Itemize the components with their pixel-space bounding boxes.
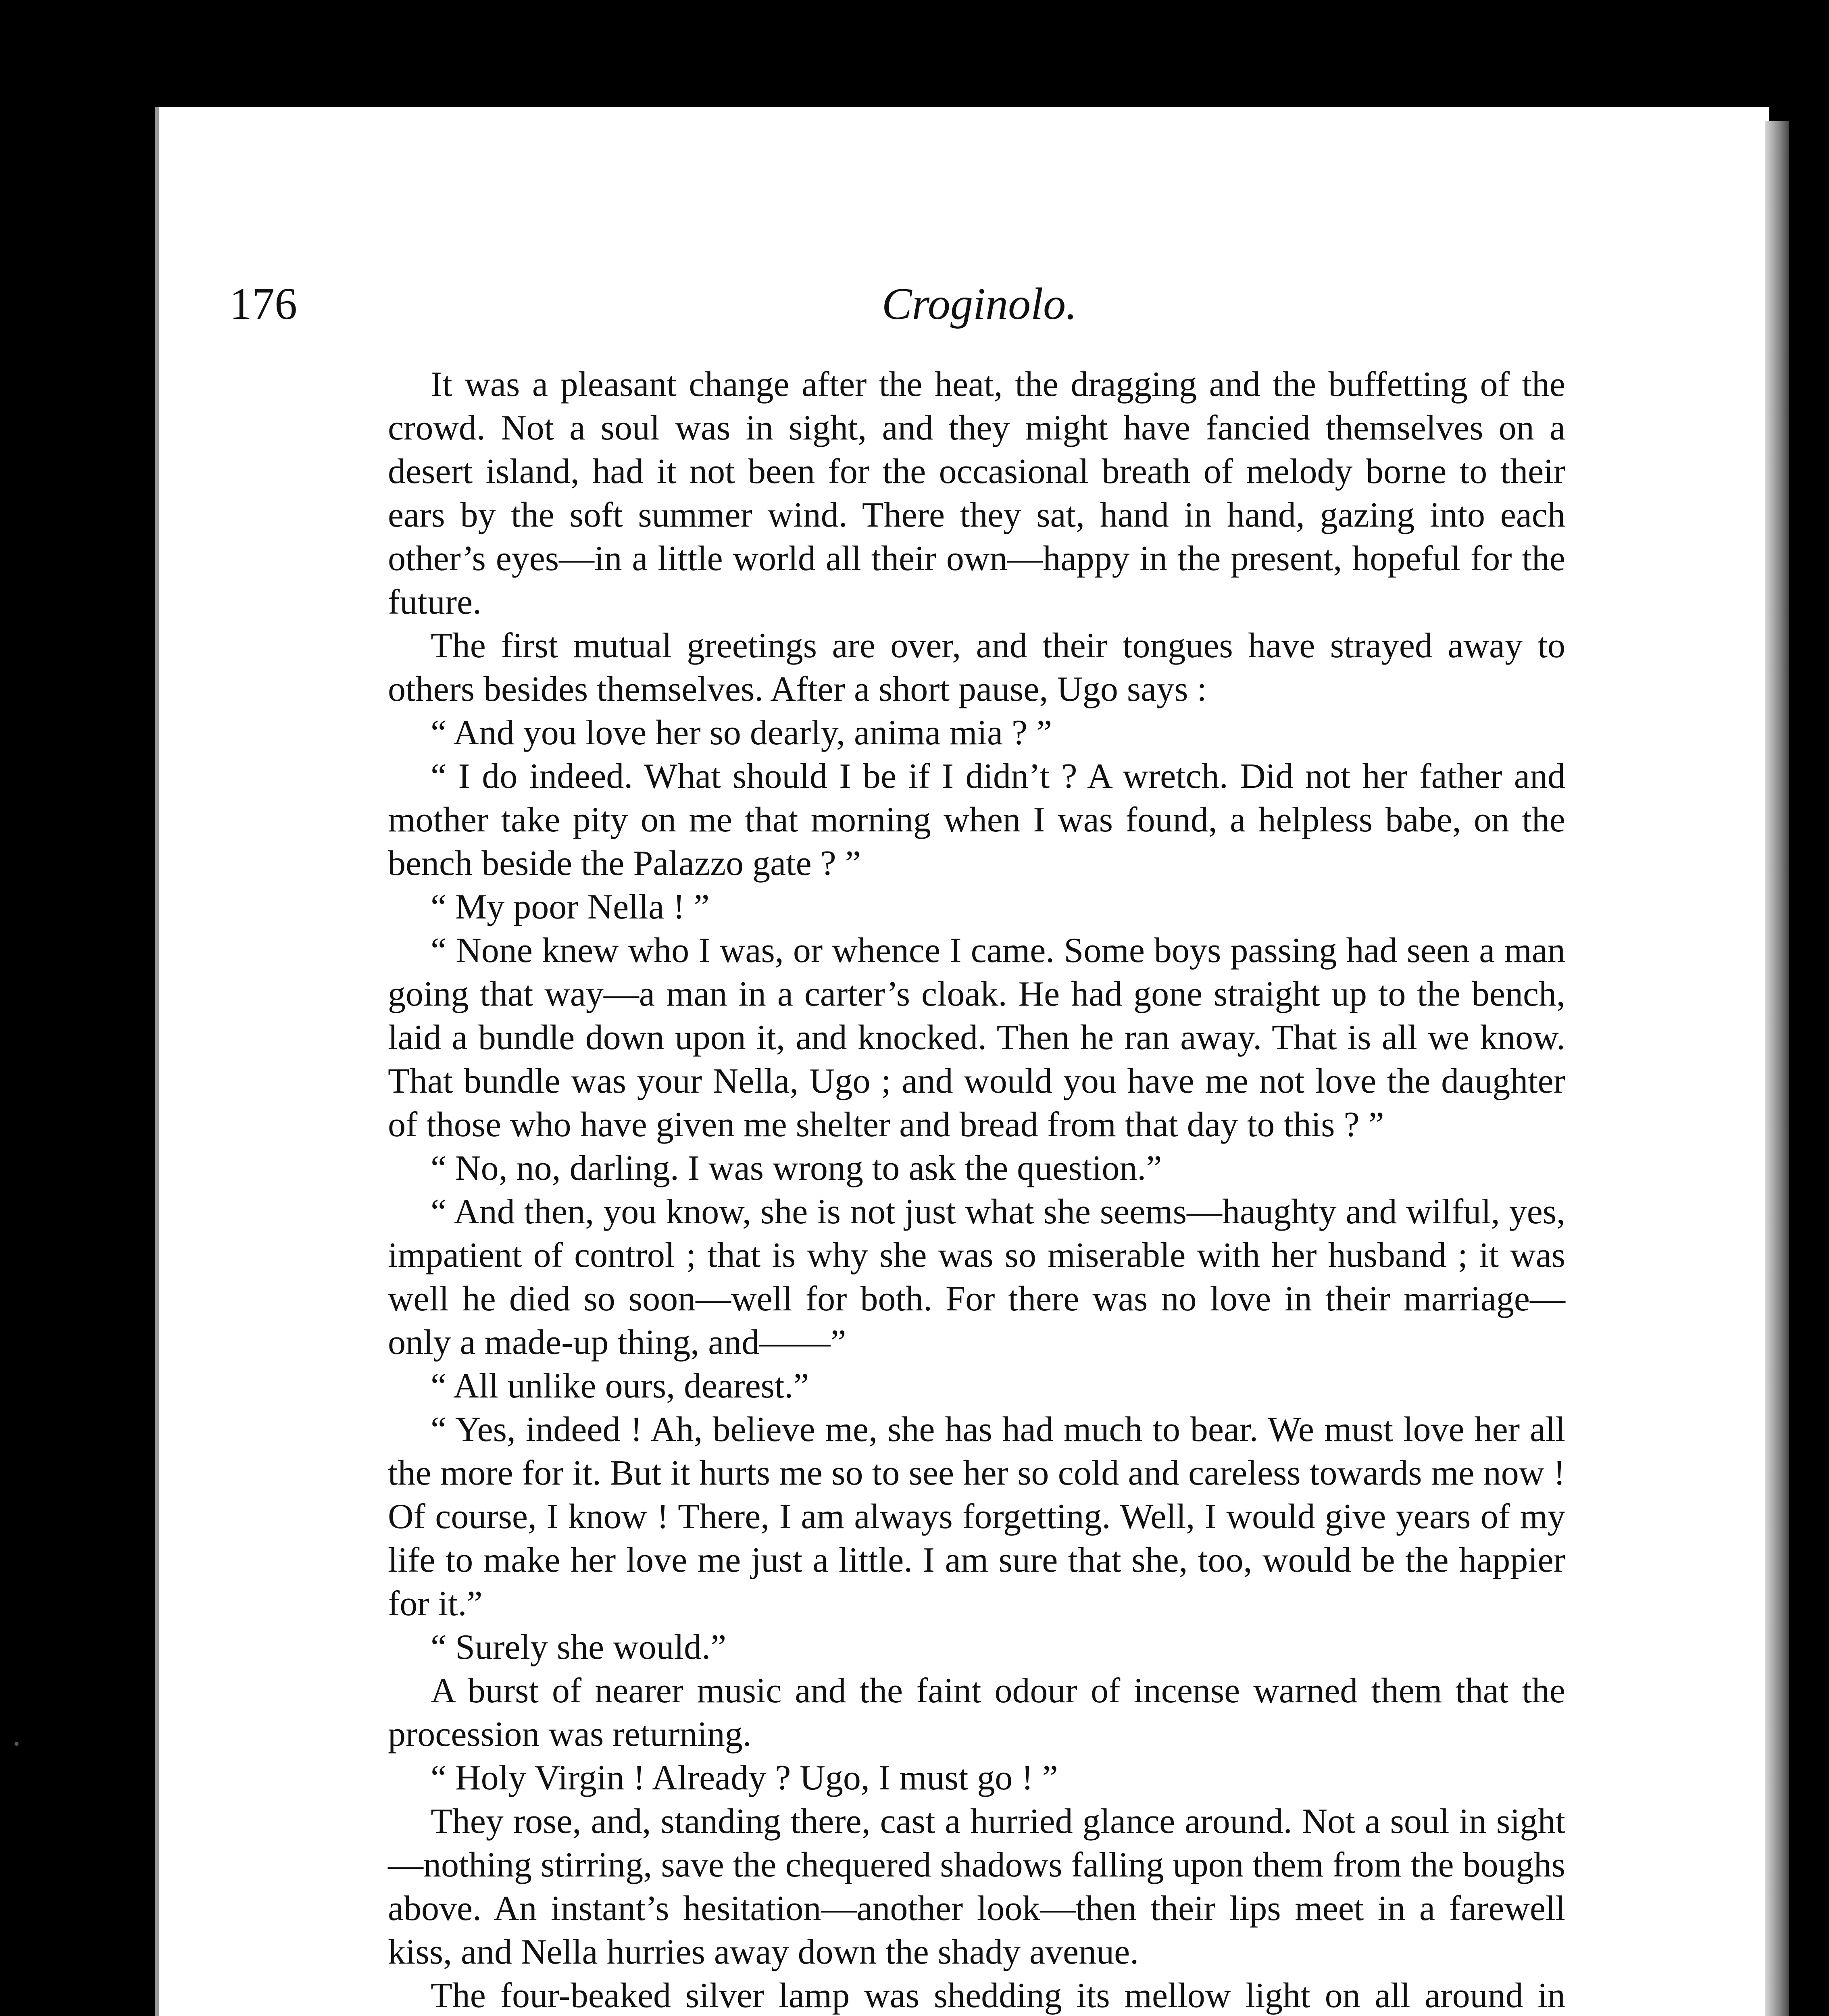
- page-number: 176: [229, 279, 297, 329]
- paragraph: “ Yes, indeed ! Ah, believe me, she has had much to bear. We must love her all the more for it. But it hurts me so to see her so cold and careless towards me now ! Of course, I know ! There, I am always forgetting. Well, I would give years of my life to make her love me just a little. I am sure that she, too, would be the happier for it.”: [388, 1410, 1565, 1623]
- paragraph: “ My poor Nella ! ”: [431, 887, 710, 927]
- paragraph: “ And you love her so dearly, anima mia ? ”: [431, 713, 1052, 752]
- paragraph: “ All unlike ours, dearest.”: [431, 1366, 809, 1406]
- paragraph: “ And then, you know, she is not just what she seems—haughty and wilful, yes, impatient of control ; that is why she was so miserable with her husband ; it was well he died so soon—well for both. For there was no love in their marriage—only a made-up thing, and——”: [388, 1192, 1565, 1362]
- paragraph: The first mutual greetings are over, and their tongues have strayed away to others besides themselves. After a short pause, Ugo says :: [388, 626, 1565, 709]
- body-text: [388, 363, 1565, 2016]
- paragraph: “ I do indeed. What should I be if I didn’t ? A wretch. Did not her father and mother take pity on me that morning when I was found, a helpless babe, on the bench beside the Palazzo gate ? ”: [388, 757, 1565, 883]
- paragraph: A burst of nearer music and the faint odour of incense warned them that the procession was returning.: [388, 1671, 1565, 1754]
- paragraph: The four-beaked silver lamp was shedding its mellow light on all around in: [431, 1976, 1565, 2015]
- paragraph: “ No, no, darling. I was wrong to ask the question.”: [431, 1149, 1162, 1188]
- scan-speck: [15, 1742, 19, 1746]
- page-header: [229, 278, 1548, 339]
- running-title: Croginolo.: [881, 279, 1077, 329]
- paragraph: “ Holy Virgin ! Already ? Ugo, I must go ! ”: [431, 1758, 1058, 1797]
- paragraph: It was a pleasant change after the heat, the dragging and the buffetting of the crowd. Not a soul was in sight, and they might have fancied themselves on a desert island, had it not been for the occasional breath of melody borne to their ears by the soft summer wind. There they sat, hand in hand, gazing into each other’s eyes—in a little world all their own—happy in the present, hopeful for the future.: [388, 365, 1565, 622]
- paragraph: “ Surely she would.”: [431, 1628, 727, 1667]
- paragraph: “ None knew who I was, or whence I came. Some boys passing had seen a man going that way—a man in a carter’s cloak. He had gone straight up to the bench, laid a bundle down upon it, and knocked. Then he ran away. That is all we know. That bundle was your Nella, Ugo ; and would you have me not love the daughter of those who have given me shelter and bread from that day to this ? ”: [388, 931, 1565, 1144]
- page-edge: [1765, 121, 1789, 2016]
- paragraph: They rose, and, standing there, cast a hurried glance around. Not a soul in sight—nothing stirring, save the chequered shadows falling upon them from the boughs above. An instant’s hesitation—another look—then their lips meet in a farewell kiss, and Nella hurries away down the shady avenue.: [388, 1802, 1565, 1972]
